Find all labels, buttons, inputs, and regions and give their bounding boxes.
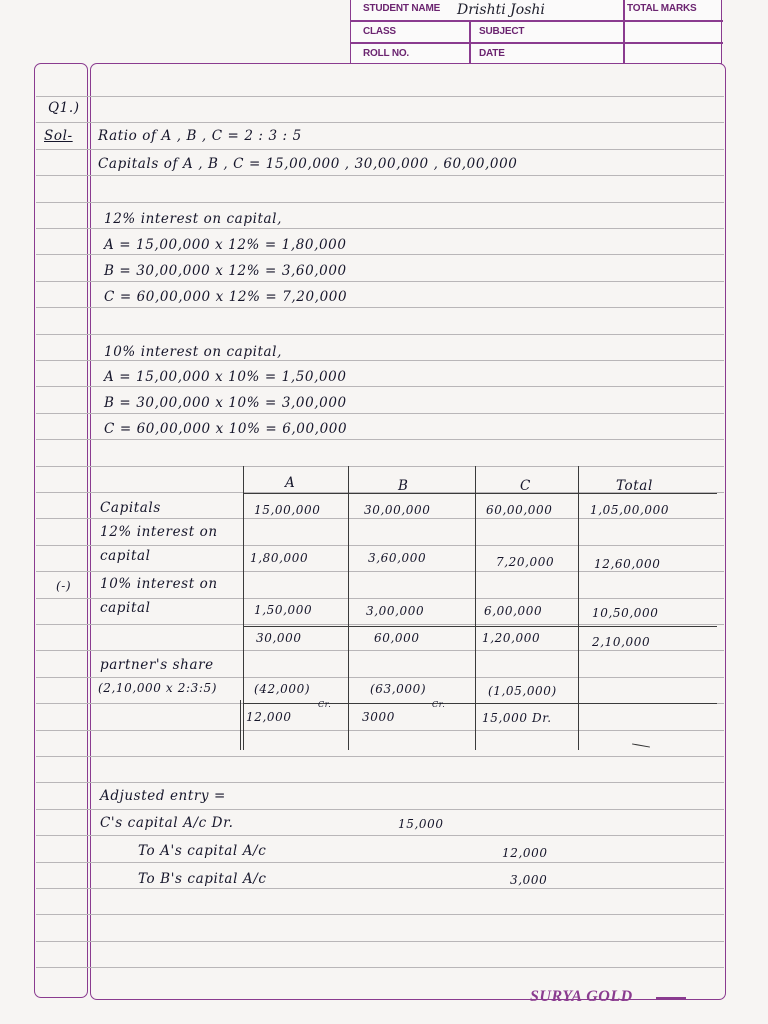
interest10-b: B = 30,00,000 x 10% = 3,00,000 bbox=[104, 395, 347, 411]
header-box bbox=[350, 0, 722, 64]
margin-column bbox=[34, 63, 88, 998]
ruled-line bbox=[36, 228, 724, 229]
interest10-a: A = 15,00,000 x 10% = 1,50,000 bbox=[104, 369, 347, 385]
entry-debit-amount: 15,000 bbox=[398, 817, 444, 831]
interest12-c: C = 60,00,000 x 12% = 7,20,000 bbox=[104, 289, 348, 305]
ruled-line bbox=[36, 439, 724, 440]
entry-title: Adjusted entry = bbox=[100, 788, 226, 804]
class-label: CLASS bbox=[363, 26, 396, 37]
cell-int10-c: 6,00,000 bbox=[484, 604, 543, 618]
cell-capital-total: 1,05,00,000 bbox=[590, 503, 670, 517]
interest12-a: A = 15,00,000 x 12% = 1,80,000 bbox=[104, 237, 347, 253]
ruled-line bbox=[36, 967, 724, 968]
ruled-line bbox=[36, 650, 724, 651]
ruled-line bbox=[36, 386, 724, 387]
ruled-line bbox=[36, 809, 724, 810]
cell-share-b: (63,000) bbox=[370, 682, 427, 696]
cr-mark-b: Cr. bbox=[432, 700, 446, 709]
cell-diff-a: 30,000 bbox=[256, 631, 302, 645]
ruled-line bbox=[36, 941, 724, 942]
ruled-line bbox=[36, 914, 724, 915]
ruled-line bbox=[36, 307, 724, 308]
cell-net-b: 3000 bbox=[362, 710, 395, 724]
row-int12-label2: capital bbox=[100, 548, 151, 564]
ruled-line bbox=[36, 835, 724, 836]
cell-capital-b: 30,00,000 bbox=[364, 503, 431, 517]
roll-no-label: ROLL NO. bbox=[363, 48, 409, 59]
date-label: DATE bbox=[479, 48, 505, 59]
cell-net-c: 15,000 Dr. bbox=[482, 711, 552, 725]
ruled-line bbox=[36, 782, 724, 783]
row-capitals-label: Capitals bbox=[100, 500, 161, 516]
ruled-line bbox=[36, 545, 724, 546]
cell-int12-total: 12,60,000 bbox=[594, 557, 661, 571]
ruled-line bbox=[36, 624, 724, 625]
ruled-line bbox=[36, 254, 724, 255]
interest10-title: 10% interest on capital, bbox=[104, 344, 282, 360]
cr-mark-a: Cr. bbox=[318, 700, 332, 709]
ruled-line bbox=[36, 149, 724, 150]
brand-logo: SURYA GOLD bbox=[530, 988, 633, 1005]
entry-credit2-amount: 3,000 bbox=[510, 873, 548, 887]
ruled-line bbox=[36, 888, 724, 889]
solution-label: Sol- bbox=[44, 128, 73, 144]
table-header-c: C bbox=[520, 478, 531, 494]
cell-int12-a: 1,80,000 bbox=[250, 551, 309, 565]
cell-int10-a: 1,50,000 bbox=[254, 603, 313, 617]
entry-debit-line: C's capital A/c Dr. bbox=[100, 815, 234, 831]
cell-share-a: (42,000) bbox=[254, 682, 311, 696]
cell-net-a: 12,000 bbox=[246, 710, 292, 724]
cell-share-c: (1,05,000) bbox=[488, 684, 557, 698]
row-int10-label2: capital bbox=[100, 600, 151, 616]
cell-diff-c: 1,20,000 bbox=[482, 631, 541, 645]
brand-underline bbox=[656, 997, 686, 999]
ruled-line bbox=[36, 175, 724, 176]
cell-int12-b: 3,60,000 bbox=[368, 551, 427, 565]
ruled-line bbox=[36, 862, 724, 863]
table-header-a: A bbox=[285, 475, 296, 491]
ruled-line bbox=[36, 122, 724, 123]
ruled-line bbox=[36, 571, 724, 572]
cell-int10-b: 3,00,000 bbox=[366, 604, 425, 618]
ruled-line bbox=[36, 202, 724, 203]
cell-capital-c: 60,00,000 bbox=[486, 503, 553, 517]
entry-credit1: To A's capital A/c bbox=[138, 843, 267, 859]
cell-int12-c: 7,20,000 bbox=[496, 555, 555, 569]
cell-diff-total: 2,10,000 bbox=[592, 635, 651, 649]
subject-label: SUBJECT bbox=[479, 26, 525, 37]
ruled-line bbox=[36, 281, 724, 282]
ruled-line bbox=[36, 677, 724, 678]
ruled-line bbox=[36, 730, 724, 731]
interest12-title: 12% interest on capital, bbox=[104, 211, 282, 227]
ruled-line bbox=[36, 518, 724, 519]
table-header-b: B bbox=[398, 478, 409, 494]
cell-diff-b: 60,000 bbox=[374, 631, 420, 645]
table-header-total: Total bbox=[616, 478, 653, 494]
student-name-value: Drishti Joshi bbox=[457, 2, 545, 18]
minus-marker: (-) bbox=[56, 579, 72, 593]
ruled-line bbox=[36, 466, 724, 467]
row-share-label1: partner's share bbox=[100, 657, 214, 673]
question-number: Q1.) bbox=[48, 100, 80, 116]
ratio-line: Ratio of A , B , C = 2 : 3 : 5 bbox=[98, 128, 302, 144]
cell-capital-a: 15,00,000 bbox=[254, 503, 321, 517]
total-marks-label: TOTAL MARKS bbox=[627, 3, 697, 14]
interest10-c: C = 60,00,000 x 10% = 6,00,000 bbox=[104, 421, 348, 437]
row-int10-label1: 10% interest on bbox=[100, 576, 218, 592]
row-share-label2: (2,10,000 x 2:3:5) bbox=[98, 681, 217, 695]
ruled-line bbox=[36, 756, 724, 757]
ruled-line bbox=[36, 413, 724, 414]
cell-int10-total: 10,50,000 bbox=[592, 606, 659, 620]
entry-credit2: To B's capital A/c bbox=[138, 871, 267, 887]
row-int12-label1: 12% interest on bbox=[100, 524, 218, 540]
student-name-label: STUDENT NAME bbox=[363, 3, 441, 14]
ruled-line bbox=[36, 598, 724, 599]
entry-credit1-amount: 12,000 bbox=[502, 846, 548, 860]
ruled-line bbox=[36, 96, 724, 97]
ruled-line bbox=[36, 360, 724, 361]
interest12-b: B = 30,00,000 x 12% = 3,60,000 bbox=[104, 263, 347, 279]
capitals-line: Capitals of A , B , C = 15,00,000 , 30,00,000 , 60,00,000 bbox=[98, 156, 518, 172]
ruled-line bbox=[36, 334, 724, 335]
